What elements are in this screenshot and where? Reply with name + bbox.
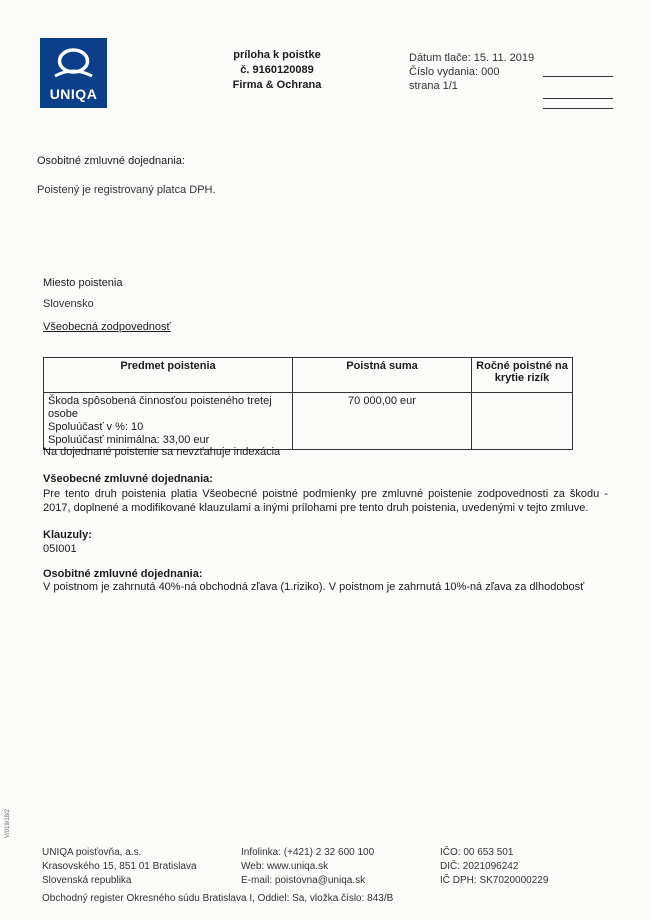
header-premium: Ročné poistné na krytie rizík	[472, 358, 573, 393]
form-code: V/019/18/2	[5, 808, 11, 838]
subject-cell	[44, 393, 293, 450]
clauses-title: Klauzuly:	[43, 529, 92, 541]
footer-line: Krasovského 15, 851 01 Bratislava	[42, 861, 197, 872]
product-name: Firma & Ochrana	[232, 79, 322, 91]
premium-cell	[472, 393, 573, 450]
page-number: strana 1/1	[409, 80, 458, 92]
footer-line: DIČ: 2021096242	[440, 861, 519, 872]
footer-company	[42, 846, 197, 888]
header-rule-3	[543, 108, 613, 109]
special-agreements-2-text: V poistnom je zahrnutá 40%-ná obchodná zľava (1.riziko). V poistnom je zahrnutá 10%-ná zľava za dlhodobosť	[43, 581, 585, 593]
footer-line: Infolinka: (+421) 2 32 600 100	[241, 847, 375, 858]
coverage-table	[43, 357, 573, 450]
uniqa-emblem-icon	[52, 46, 95, 82]
footer-line: IČ DPH: SK7020000229	[440, 875, 549, 886]
table-header-row	[44, 358, 573, 393]
special-agreements-2-title: Osobitné zmluvné dojednania:	[43, 568, 203, 580]
print-info	[409, 51, 534, 93]
footer-line: E-mail: poistovna@uniqa.sk	[241, 875, 366, 886]
footer-contact	[241, 846, 374, 888]
subject-line: Škoda spôsobená činnosťou poisteného tretej osobe	[48, 395, 272, 420]
attachment-title: príloha k poistke	[233, 49, 321, 61]
table-row	[44, 393, 573, 450]
place-value: Slovensko	[43, 298, 94, 310]
header-sum: Poistná suma	[293, 358, 472, 393]
special-agreements-text: Poistený je registrovaný platca DPH.	[37, 184, 216, 196]
indexation-note: Na dojednané poistenie sa nevzťahuje indexácia	[43, 446, 281, 458]
general-agreements-text: Pre tento druh poistenia platia Všeobecné poistné podmienky pre zmluvné poistenie zodpovednosti za škodu - 2017, doplnené a modifikované klauzulami a inými prílohami pre tento druh poistenia, uvedenými v tejto zmluve.	[43, 488, 608, 514]
footer-register: Obchodný register Okresného súdu Bratislava I, Oddiel: Sa, vložka číslo: 843/B	[42, 893, 394, 904]
subject-line: Spoluúčasť minimálna: 33,00 eur	[48, 434, 210, 446]
header-rule-2	[543, 98, 613, 99]
header-subject: Predmet poistenia	[44, 358, 293, 393]
sum-cell: 70 000,00 eur	[293, 393, 472, 450]
footer-line: IČO: 00 653 501	[440, 847, 514, 858]
subject-line: Spoluúčasť v %: 10	[48, 421, 144, 433]
print-date: Dátum tlače: 15. 11. 2019	[409, 52, 535, 64]
policy-number: č. 9160120089	[240, 64, 314, 76]
issue-number: Číslo vydania: 000	[409, 66, 500, 78]
footer-line: Web: www.uniqa.sk	[241, 861, 329, 872]
special-agreements-title: Osobitné zmluvné dojednania:	[37, 155, 185, 167]
footer-line: Slovenská republika	[42, 875, 132, 886]
logo-text: UNIQA	[49, 86, 98, 102]
section-title: Všeobecná zodpovednosť	[43, 321, 171, 333]
policy-attachment-header	[222, 48, 332, 93]
header-rule-1	[543, 76, 613, 77]
place-title: Miesto poistenia	[43, 277, 123, 289]
clauses-value: 05I001	[43, 543, 77, 555]
footer-line: UNIQA poisťovňa, a.s.	[42, 847, 142, 858]
uniqa-logo	[40, 38, 107, 108]
footer-ids	[440, 846, 548, 888]
general-agreements-title: Všeobecné zmluvné dojednania:	[43, 473, 213, 485]
